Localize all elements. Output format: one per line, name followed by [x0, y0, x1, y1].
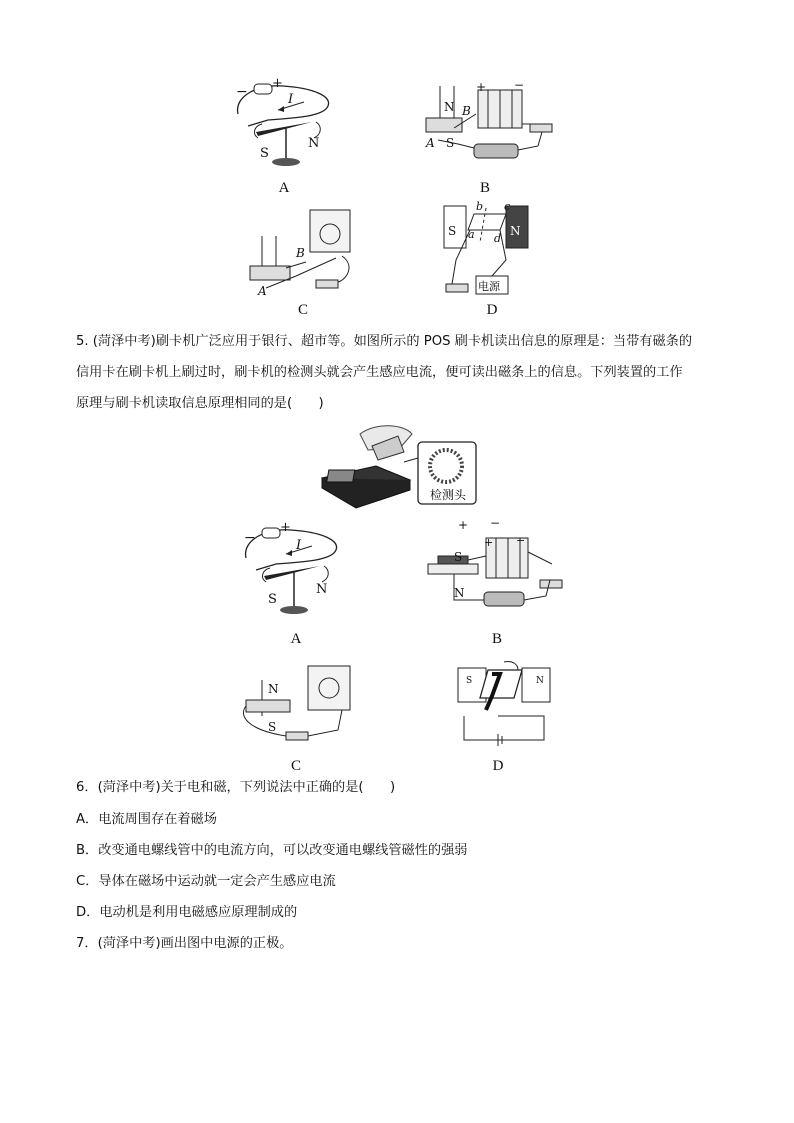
plus-sign: +: [272, 76, 283, 91]
minus-sign: −: [490, 516, 501, 530]
south-label: S: [260, 146, 269, 161]
q5-line-3: 原理与刷卡机读取信息原理相同的是( ): [76, 396, 324, 411]
q5-figure-d: [452, 660, 554, 746]
north-label: N: [536, 676, 544, 686]
point-c-label: c: [504, 200, 511, 213]
q5-line-2: 信用卡在刷卡机上刷过时，刷卡机的检测头就会产生感应电流，便可读出磁条上的信息。下列装置的工作: [76, 365, 683, 380]
top-figure-c: [246, 206, 366, 298]
current-label: I: [288, 92, 294, 107]
plus-sign: +: [476, 80, 487, 94]
top-figure-d: [440, 200, 540, 300]
pos-terminal-image: [312, 418, 482, 516]
power-label: 电源: [478, 280, 500, 293]
point-b-label: b: [476, 200, 484, 213]
fig-label-d: D: [486, 302, 498, 318]
minus-sign-2: −: [516, 534, 526, 547]
minus-sign: −: [244, 530, 256, 546]
south-label: S: [446, 136, 455, 150]
plus-sign-2: +: [484, 536, 494, 549]
point-b-label: B: [462, 104, 471, 118]
north-label: N: [316, 582, 328, 597]
q5-line-1: 5. (菏泽中考)刷卡机广泛应用于银行、超市等。如图所示的 POS 刷卡机读出信息的原理是：当带有磁条的: [76, 334, 693, 349]
q5-fig-label-a: A: [290, 631, 302, 647]
minus-sign: −: [514, 78, 525, 92]
south-label: S: [466, 676, 473, 686]
top-figure-b: [418, 78, 568, 174]
top-figure-a: [228, 76, 338, 176]
q6-option-a: A．电流周围存在着磁场: [76, 812, 217, 827]
plus-sign: +: [280, 520, 291, 535]
detection-head-label: 检测头: [430, 488, 467, 502]
point-a-label: A: [426, 136, 435, 150]
q5-figure-c: [238, 660, 368, 748]
south-label: S: [448, 224, 457, 238]
point-d-label: d: [494, 232, 502, 245]
fig-label-a: A: [278, 180, 290, 196]
q5-figure-b: [424, 516, 574, 624]
north-label: N: [308, 136, 320, 151]
point-b-label: B: [296, 246, 305, 260]
q6-option-b: B．改变通电螺线管中的电流方向，可以改变通电螺线管磁性的强弱: [76, 843, 468, 858]
south-label: S: [454, 550, 463, 564]
q6-option-c: C．导体在磁场中运动就一定会产生感应电流: [76, 874, 336, 889]
point-a-label: a: [468, 228, 475, 241]
north-label: N: [268, 682, 279, 696]
south-label: S: [268, 592, 277, 607]
minus-sign: −: [236, 84, 248, 100]
q5-fig-label-c: C: [290, 758, 301, 774]
plus-sign: +: [458, 518, 469, 532]
south-label: S: [268, 720, 277, 734]
fig-label-b: B: [479, 180, 490, 196]
fig-label-c: C: [297, 302, 308, 318]
q6-stem: 6．(菏泽中考)关于电和磁，下列说法中正确的是( ): [76, 780, 396, 795]
q5-fig-label-d: D: [492, 758, 504, 774]
q6-option-d: D．电动机是利用电磁感应原理制成的: [76, 905, 298, 920]
north-label: N: [510, 224, 521, 238]
q7-stem: 7．(菏泽中考)画出图中电源的正极。: [76, 936, 293, 951]
point-a-label: A: [258, 284, 267, 298]
north-label: N: [454, 586, 465, 600]
q5-fig-label-b: B: [491, 631, 502, 647]
north-label: N: [444, 100, 455, 114]
q5-figure-a: [236, 520, 346, 624]
current-label: I: [296, 538, 302, 553]
